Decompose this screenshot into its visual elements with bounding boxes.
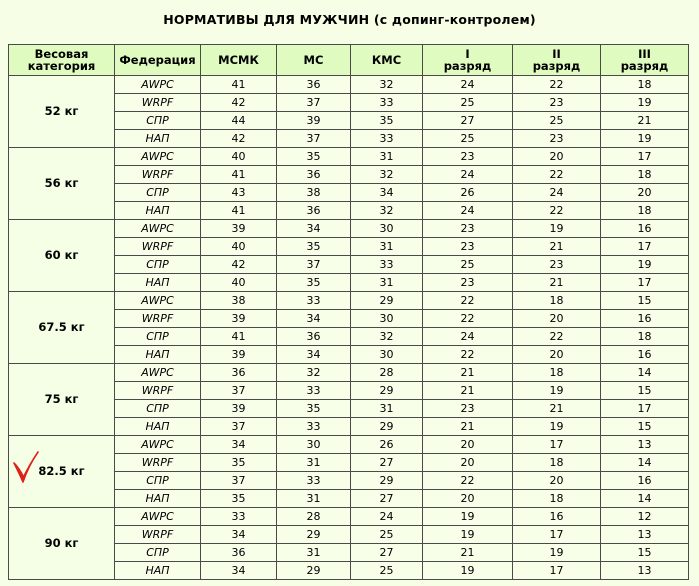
federation-cell: СПР — [115, 400, 201, 418]
weight-category-label — [38, 463, 84, 480]
rank-1-cell: 26 — [423, 184, 513, 202]
kms-cell: 32 — [351, 202, 423, 220]
federation-cell: НАП — [115, 562, 201, 580]
federation-cell: AWPC — [115, 436, 201, 454]
rank-2-cell: 22 — [513, 166, 601, 184]
ms-cell: 29 — [277, 562, 351, 580]
federation-cell: СПР — [115, 328, 201, 346]
rank-3-cell: 13 — [601, 562, 689, 580]
msmk-cell: 41 — [201, 328, 277, 346]
ms-cell: 33 — [277, 382, 351, 400]
kms-cell: 30 — [351, 346, 423, 364]
msmk-cell: 38 — [201, 292, 277, 310]
rank-2-cell: 24 — [513, 184, 601, 202]
rank-3-cell: 17 — [601, 274, 689, 292]
rank-2-cell: 18 — [513, 292, 601, 310]
weight-category-text: 52 кг — [44, 104, 79, 118]
page-title: НОРМАТИВЫ ДЛЯ МУЖЧИН (с допинг-контролем) — [163, 12, 536, 27]
kms-cell: 29 — [351, 292, 423, 310]
weight-category-cell — [9, 292, 115, 364]
rank-1-cell: 24 — [423, 328, 513, 346]
weight-category-cell — [9, 148, 115, 220]
ms-cell: 37 — [277, 94, 351, 112]
rank-1-cell: 24 — [423, 166, 513, 184]
federation-cell: WRPF — [115, 454, 201, 472]
ms-cell: 28 — [277, 508, 351, 526]
rank-3-cell: 17 — [601, 238, 689, 256]
msmk-cell: 42 — [201, 130, 277, 148]
federation-cell: СПР — [115, 256, 201, 274]
ms-cell: 35 — [277, 274, 351, 292]
ms-cell: 33 — [277, 292, 351, 310]
rank-2-cell: 17 — [513, 436, 601, 454]
rank-1-cell: 21 — [423, 364, 513, 382]
rank-2-cell: 19 — [513, 382, 601, 400]
weight-category-text: 90 кг — [44, 536, 79, 550]
kms-cell: 29 — [351, 472, 423, 490]
kms-cell: 33 — [351, 130, 423, 148]
weight-category-cell — [9, 364, 115, 436]
rank-2-cell: 22 — [513, 76, 601, 94]
weight-category-label — [45, 247, 79, 264]
rank-1-cell: 22 — [423, 292, 513, 310]
rank-1-cell: 21 — [423, 382, 513, 400]
rank-3-cell: 12 — [601, 508, 689, 526]
federation-cell: WRPF — [115, 310, 201, 328]
table-row — [9, 148, 689, 166]
rank-1-cell: 19 — [423, 526, 513, 544]
rank-3-cell: 21 — [601, 112, 689, 130]
weight-category-text: 82.5 кг — [38, 464, 85, 478]
federation-cell: AWPC — [115, 292, 201, 310]
rank-2-cell: 20 — [513, 310, 601, 328]
kms-cell: 30 — [351, 220, 423, 238]
rank-1-cell: 23 — [423, 238, 513, 256]
msmk-cell: 35 — [201, 454, 277, 472]
column-header-ms: МС — [277, 45, 351, 76]
federation-cell: НАП — [115, 490, 201, 508]
msmk-cell: 43 — [201, 184, 277, 202]
rank-1-cell: 23 — [423, 400, 513, 418]
rank-2-cell: 21 — [513, 238, 601, 256]
rank-1-cell: 25 — [423, 94, 513, 112]
rank-1-cell: 21 — [423, 544, 513, 562]
column-header-rank-1: I разряд — [423, 45, 513, 76]
ms-cell: 31 — [277, 490, 351, 508]
rank-1-cell: 23 — [423, 220, 513, 238]
kms-cell: 25 — [351, 526, 423, 544]
msmk-cell: 44 — [201, 112, 277, 130]
ms-cell: 34 — [277, 310, 351, 328]
msmk-cell: 34 — [201, 436, 277, 454]
ms-cell: 37 — [277, 130, 351, 148]
msmk-cell: 40 — [201, 148, 277, 166]
msmk-cell: 42 — [201, 94, 277, 112]
federation-cell: AWPC — [115, 148, 201, 166]
rank-3-cell: 17 — [601, 400, 689, 418]
weight-category-cell — [9, 76, 115, 148]
federation-cell: WRPF — [115, 166, 201, 184]
msmk-cell: 40 — [201, 274, 277, 292]
rank-3-cell: 19 — [601, 256, 689, 274]
federation-cell: WRPF — [115, 526, 201, 544]
rank-2-cell: 23 — [513, 94, 601, 112]
rank-2-cell: 17 — [513, 526, 601, 544]
kms-cell: 34 — [351, 184, 423, 202]
rank-2-cell: 20 — [513, 148, 601, 166]
ms-cell: 36 — [277, 166, 351, 184]
ms-cell: 34 — [277, 220, 351, 238]
msmk-cell: 39 — [201, 400, 277, 418]
table-header-row — [9, 45, 689, 76]
column-header-kms: КМС — [351, 45, 423, 76]
column-header-federation: Федерация — [115, 45, 201, 76]
table-row — [9, 220, 689, 238]
table-row — [9, 292, 689, 310]
rank-3-cell: 18 — [601, 166, 689, 184]
weight-category-label — [38, 319, 84, 336]
federation-cell: НАП — [115, 346, 201, 364]
kms-cell: 26 — [351, 436, 423, 454]
kms-cell: 27 — [351, 544, 423, 562]
ms-cell: 35 — [277, 238, 351, 256]
rank-3-cell: 16 — [601, 472, 689, 490]
column-header-msmk: МСМК — [201, 45, 277, 76]
msmk-cell: 36 — [201, 364, 277, 382]
federation-cell: WRPF — [115, 94, 201, 112]
rank-2-cell: 19 — [513, 544, 601, 562]
ms-cell: 39 — [277, 112, 351, 130]
federation-cell: СПР — [115, 472, 201, 490]
table-row — [9, 436, 689, 454]
rank-1-cell: 20 — [423, 490, 513, 508]
kms-cell: 35 — [351, 112, 423, 130]
table-row — [9, 76, 689, 94]
kms-cell: 32 — [351, 166, 423, 184]
weight-category-text: 56 кг — [44, 176, 79, 190]
ms-cell: 31 — [277, 454, 351, 472]
rank-2-cell: 23 — [513, 256, 601, 274]
rank-2-cell: 18 — [513, 490, 601, 508]
weight-category-cell — [9, 220, 115, 292]
msmk-cell: 34 — [201, 562, 277, 580]
ms-cell: 31 — [277, 544, 351, 562]
msmk-cell: 37 — [201, 382, 277, 400]
rank-3-cell: 13 — [601, 526, 689, 544]
weight-category-label — [45, 535, 79, 552]
rank-1-cell: 22 — [423, 310, 513, 328]
weight-category-text: 75 кг — [44, 392, 79, 406]
federation-cell: НАП — [115, 202, 201, 220]
federation-cell: AWPC — [115, 220, 201, 238]
rank-2-cell: 18 — [513, 454, 601, 472]
rank-3-cell: 13 — [601, 436, 689, 454]
column-header-rank-3: III разряд — [601, 45, 689, 76]
ms-cell: 36 — [277, 76, 351, 94]
federation-cell: СПР — [115, 184, 201, 202]
rank-1-cell: 22 — [423, 472, 513, 490]
rank-3-cell: 14 — [601, 454, 689, 472]
msmk-cell: 41 — [201, 166, 277, 184]
kms-cell: 31 — [351, 238, 423, 256]
kms-cell: 31 — [351, 148, 423, 166]
kms-cell: 33 — [351, 94, 423, 112]
rank-2-cell: 22 — [513, 202, 601, 220]
msmk-cell: 34 — [201, 526, 277, 544]
federation-cell: AWPC — [115, 508, 201, 526]
federation-cell: НАП — [115, 418, 201, 436]
kms-cell: 27 — [351, 454, 423, 472]
kms-cell: 28 — [351, 364, 423, 382]
ms-cell: 38 — [277, 184, 351, 202]
rank-2-cell: 25 — [513, 112, 601, 130]
msmk-cell: 39 — [201, 346, 277, 364]
msmk-cell: 33 — [201, 508, 277, 526]
weight-category-text: 60 кг — [44, 248, 79, 262]
table-row — [9, 508, 689, 526]
rank-3-cell: 15 — [601, 418, 689, 436]
rank-2-cell: 17 — [513, 562, 601, 580]
federation-cell: НАП — [115, 130, 201, 148]
kms-cell: 33 — [351, 256, 423, 274]
rank-1-cell: 20 — [423, 454, 513, 472]
ms-cell: 33 — [277, 418, 351, 436]
ms-cell: 35 — [277, 148, 351, 166]
kms-cell: 31 — [351, 274, 423, 292]
rank-2-cell: 22 — [513, 328, 601, 346]
weight-category-label — [45, 175, 79, 192]
rank-3-cell: 20 — [601, 184, 689, 202]
rank-3-cell: 16 — [601, 220, 689, 238]
federation-cell: WRPF — [115, 382, 201, 400]
kms-cell: 29 — [351, 382, 423, 400]
norms-table — [8, 44, 689, 580]
kms-cell: 24 — [351, 508, 423, 526]
weight-category-text: 67.5 кг — [38, 320, 85, 334]
weight-category-label — [45, 103, 79, 120]
msmk-cell: 36 — [201, 544, 277, 562]
rank-1-cell: 19 — [423, 562, 513, 580]
rank-1-cell: 19 — [423, 508, 513, 526]
weight-category-cell — [9, 436, 115, 508]
msmk-cell: 41 — [201, 76, 277, 94]
rank-2-cell: 18 — [513, 364, 601, 382]
rank-3-cell: 14 — [601, 364, 689, 382]
ms-cell: 36 — [277, 202, 351, 220]
rank-1-cell: 22 — [423, 346, 513, 364]
kms-cell: 25 — [351, 562, 423, 580]
rank-2-cell: 19 — [513, 418, 601, 436]
rank-3-cell: 15 — [601, 544, 689, 562]
rank-1-cell: 24 — [423, 202, 513, 220]
kms-cell: 32 — [351, 76, 423, 94]
rank-3-cell: 16 — [601, 310, 689, 328]
msmk-cell: 39 — [201, 310, 277, 328]
ms-cell: 36 — [277, 328, 351, 346]
rank-2-cell: 20 — [513, 472, 601, 490]
kms-cell: 31 — [351, 400, 423, 418]
rank-3-cell: 19 — [601, 130, 689, 148]
rank-2-cell: 21 — [513, 274, 601, 292]
rank-3-cell: 14 — [601, 490, 689, 508]
msmk-cell: 37 — [201, 472, 277, 490]
rank-1-cell: 27 — [423, 112, 513, 130]
rank-3-cell: 15 — [601, 292, 689, 310]
rank-3-cell: 18 — [601, 328, 689, 346]
msmk-cell: 42 — [201, 256, 277, 274]
ms-cell: 29 — [277, 526, 351, 544]
column-header-weight: Весовая категория — [9, 45, 115, 76]
kms-cell: 29 — [351, 418, 423, 436]
column-header-rank-2: II разряд — [513, 45, 601, 76]
kms-cell: 30 — [351, 310, 423, 328]
rank-2-cell: 19 — [513, 220, 601, 238]
table-row — [9, 364, 689, 382]
msmk-cell: 39 — [201, 220, 277, 238]
msmk-cell: 37 — [201, 418, 277, 436]
red-checkmark-icon — [12, 451, 40, 485]
federation-cell: СПР — [115, 112, 201, 130]
msmk-cell: 40 — [201, 238, 277, 256]
rank-1-cell: 23 — [423, 274, 513, 292]
rank-2-cell: 16 — [513, 508, 601, 526]
rank-3-cell: 18 — [601, 76, 689, 94]
rank-2-cell: 20 — [513, 346, 601, 364]
rank-1-cell: 21 — [423, 418, 513, 436]
msmk-cell: 35 — [201, 490, 277, 508]
rank-1-cell: 25 — [423, 256, 513, 274]
rank-2-cell: 23 — [513, 130, 601, 148]
ms-cell: 34 — [277, 346, 351, 364]
rank-1-cell: 20 — [423, 436, 513, 454]
rank-3-cell: 18 — [601, 202, 689, 220]
kms-cell: 27 — [351, 490, 423, 508]
ms-cell: 37 — [277, 256, 351, 274]
weight-category-cell — [9, 508, 115, 580]
rank-3-cell: 19 — [601, 94, 689, 112]
weight-category-label — [45, 391, 79, 408]
rank-3-cell: 16 — [601, 346, 689, 364]
table-body — [9, 76, 689, 580]
rank-2-cell: 21 — [513, 400, 601, 418]
ms-cell: 35 — [277, 400, 351, 418]
federation-cell: WRPF — [115, 238, 201, 256]
ms-cell: 33 — [277, 472, 351, 490]
rank-3-cell: 15 — [601, 382, 689, 400]
federation-cell: НАП — [115, 274, 201, 292]
msmk-cell: 41 — [201, 202, 277, 220]
federation-cell: AWPC — [115, 364, 201, 382]
ms-cell: 30 — [277, 436, 351, 454]
federation-cell: AWPC — [115, 76, 201, 94]
rank-3-cell: 17 — [601, 148, 689, 166]
rank-1-cell: 23 — [423, 148, 513, 166]
ms-cell: 32 — [277, 364, 351, 382]
rank-1-cell: 24 — [423, 76, 513, 94]
rank-1-cell: 25 — [423, 130, 513, 148]
kms-cell: 32 — [351, 328, 423, 346]
federation-cell: СПР — [115, 544, 201, 562]
